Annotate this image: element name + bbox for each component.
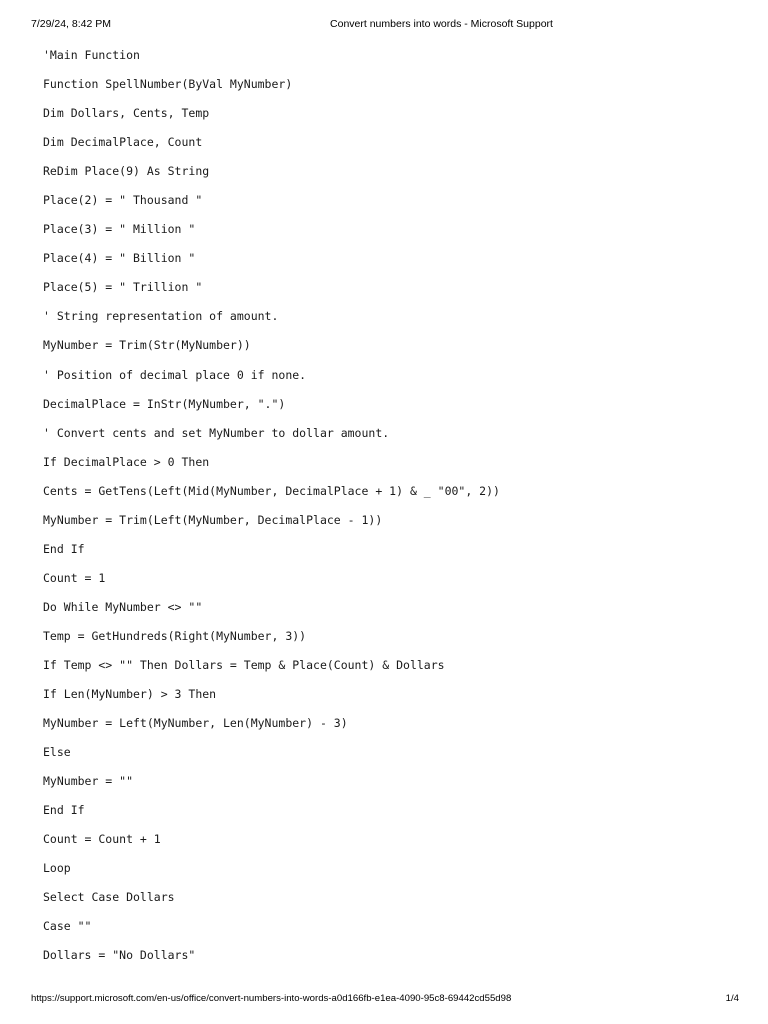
code-line: Place(4) = " Billion " [43,251,196,266]
print-datetime: 7/29/24, 8:42 PM [31,18,111,30]
code-line: Temp = GetHundreds(Right(MyNumber, 3)) [43,628,307,643]
code-line: Place(2) = " Thousand " [43,193,203,208]
code-line: ReDim Place(9) As String [43,164,210,179]
code-line: If Len(MyNumber) > 3 Then [43,687,217,702]
code-line: Function SpellNumber(ByVal MyNumber) [43,77,293,92]
page-title: Convert numbers into words - Microsoft Support [330,18,553,30]
code-line: Count = 1 [43,570,106,585]
code-line: Cents = GetTens(Left(Mid(MyNumber, DecimalPlace + 1) & _ "00", 2)) [43,483,500,498]
code-line: MyNumber = Trim(Str(MyNumber)) [43,338,251,353]
code-line: Dollars = "No Dollars" [43,948,196,963]
code-block [43,41,743,971]
code-line: Place(3) = " Million " [43,222,196,237]
code-line: Count = Count + 1 [43,832,161,847]
code-line: Dim DecimalPlace, Count [43,135,203,150]
code-line: Do While MyNumber <> "" [43,599,203,614]
code-line: 'Main Function [43,48,140,62]
print-header [0,18,768,34]
code-line: End If [43,803,85,818]
code-line: Select Case Dollars [43,890,175,905]
code-line: ' Position of decimal place 0 if none. [43,367,307,382]
code-line: DecimalPlace = InStr(MyNumber, ".") [43,396,286,411]
code-line: Case "" [43,919,92,934]
code-line: Place(5) = " Trillion " [43,280,203,295]
code-line: ' Convert cents and set MyNumber to dollar amount. [43,425,390,440]
code-line: Dim Dollars, Cents, Temp [43,106,210,121]
code-line: MyNumber = Left(MyNumber, Len(MyNumber) - 3) [43,716,348,731]
code-line: MyNumber = Trim(Left(MyNumber, DecimalPlace - 1)) [43,512,383,527]
code-line: If DecimalPlace > 0 Then [43,454,210,469]
code-line: End If [43,541,85,556]
page-number: 1/4 [725,993,739,1004]
code-line: If Temp <> "" Then Dollars = Temp & Place(Count) & Dollars [43,657,445,672]
print-footer [0,993,768,1009]
code-line: ' String representation of amount. [43,309,279,324]
code-line: MyNumber = "" [43,774,134,789]
code-line: Else [43,745,71,760]
code-line: Loop [43,861,71,876]
page-url: https://support.microsoft.com/en-us/office/convert-numbers-into-words-a0d166fb-e1ea-4090-95c8-69442cd55d98 [31,993,512,1004]
